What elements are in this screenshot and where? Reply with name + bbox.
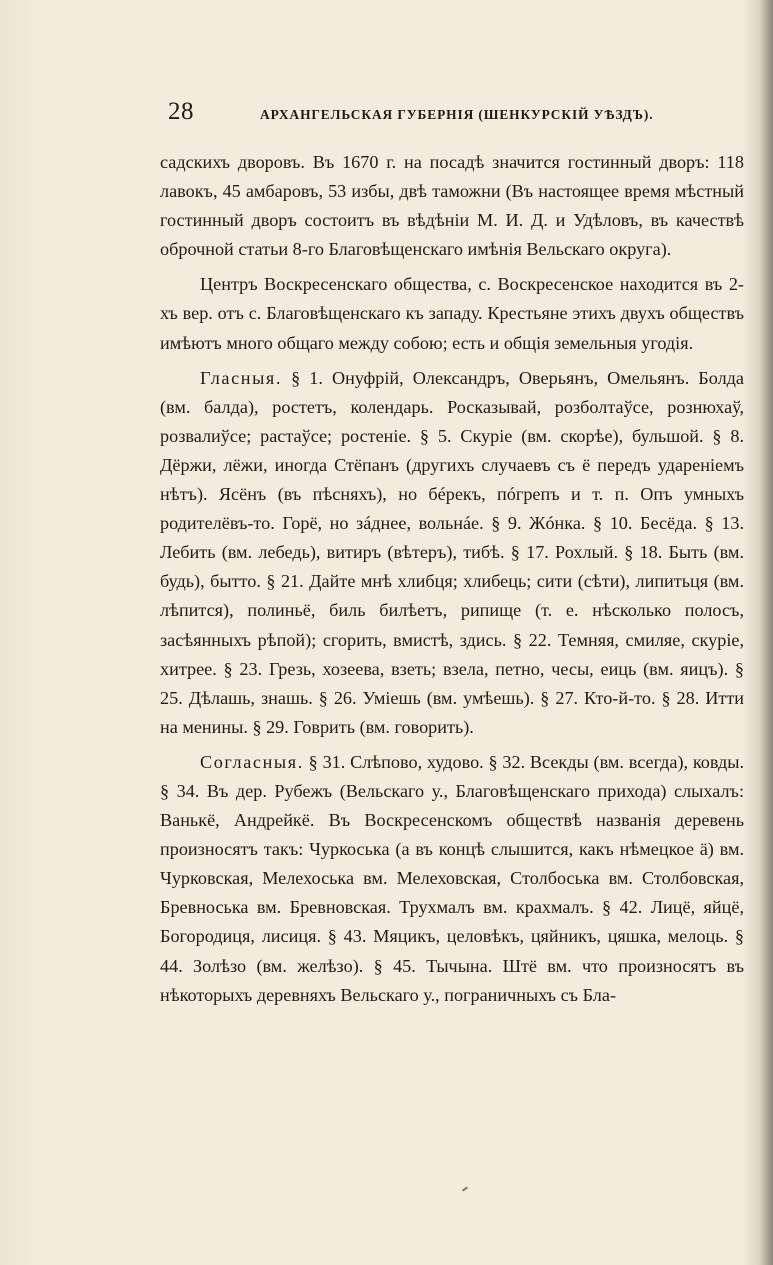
paragraph-text: Центръ Воскресенскаго общества, с. Воскресенское находится въ 2-хъ вер. отъ с. Благовѣщенскаго къ западу. Крестьяне этихъ двухъ обществъ имѣютъ много общаго между собою; есть и общія земельныя угодія.	[160, 274, 744, 353]
paragraph-text: § 1. Онуфрій, Олександръ, Оверьянъ, Омельянъ. Болда (вм. балда), ростетъ, колендарь. Росказывай, розболтаўсе, рознюхаў, розвалиўсе; растаўсе; ростеніе. § 5. Скуріе (вм. скорѣе), бульшой. § 8. Дёржи, лёжи, иногда Стёпанъ (другихъ случаевъ съ ё передъ удареніемъ нѣтъ). Ясёнъ (въ пѣсняхъ), но бéрекъ, пóгрепъ и т. п. Опъ умныхъ родителёвъ-то. Горё, но зáднее, вольнáе. § 9. Жóнка. § 10. Бесёда. § 13. Лебить (вм. лебедь), витиръ (вѣтеръ), тибѣ. § 17. Рохлый. § 18. Быть (вм. будь), бытто. § 21. Дайте мнѣ хлибця; хлибець; сити (сѣти), липитьця (вм. лѣпится), полиньё, биль билѣетъ, рипище (т. е. нѣсколько полосъ, засѣянныхъ рѣпой); сгорить, вмистѣ, здись. § 22. Темняя, смиляе, скуріе, хитрее. § 23. Грезь, хозеева, взеть; взела, петно, чесы, еиць (вм. яицъ). § 25. Дѣлашь, знашь. § 26. Уміешь (вм. умѣешь). § 27. Кто-й-то. § 28. Итти на менины. § 29. Говрить (вм. говорить).	[160, 367, 745, 737]
paragraph-1	[160, 148, 744, 264]
paragraph-vowels	[160, 364, 744, 742]
page-number: 28	[168, 98, 194, 125]
section-lead-vowels: Гласныя.	[200, 367, 283, 388]
section-lead-consonants: Согласныя.	[200, 751, 304, 772]
ink-speck	[462, 1186, 468, 1191]
body-text	[160, 148, 744, 1016]
paragraph-consonants	[160, 748, 744, 1010]
page-header	[168, 98, 740, 128]
paragraph-2	[160, 270, 744, 357]
paragraph-text: садскихъ дворовъ. Въ 1670 г. на посадѣ значится гостинный дворъ: 118 лавокъ, 45 амбаровъ, 53 избы, двѣ таможни (Въ настоящее время мѣстный гостинный дворъ состоитъ въ вѣдѣніи М. И. Д. и Удѣловъ, въ качествѣ оброчной статьи 8-го Благовѣщенскаго имѣнія Вельскаго округа).	[160, 152, 744, 260]
running-head: АРХАНГЕЛЬСКАЯ ГУБЕРНІЯ (ШЕНКУРСКІЙ УѢЗДЪ).	[260, 107, 654, 122]
paragraph-text: § 31. Слѣпово, худово. § 32. Всекды (вм. всегда), ковды. § 34. Въ дер. Рубежъ (Вельскаго у., Благовѣщенскаго прихода) слыхалъ: Ванькё, Андрейкё. Въ Воскресенскомъ обществѣ названія деревень произносятъ такъ: Чуркоська (а въ концѣ слышится, какъ нѣмецкое ä) вм. Чурковская, Мелехоська вм. Мелеховская, Столбоська вм. Столбовская, Бревноська вм. Бревновская. Трухмалъ вм. крахмалъ. § 42. Лицё, яйцё, Богородиця, лисиця. § 43. Мяцикъ, целовѣкъ, цяйникъ, цяшка, мелоць. § 44. Золѣзо (вм. желѣзо). § 45. Тычына. Штё вм. что произносятъ въ нѣкоторыхъ деревняхъ Вельскаго у., пограничныхъ съ Бла-	[160, 751, 745, 1005]
